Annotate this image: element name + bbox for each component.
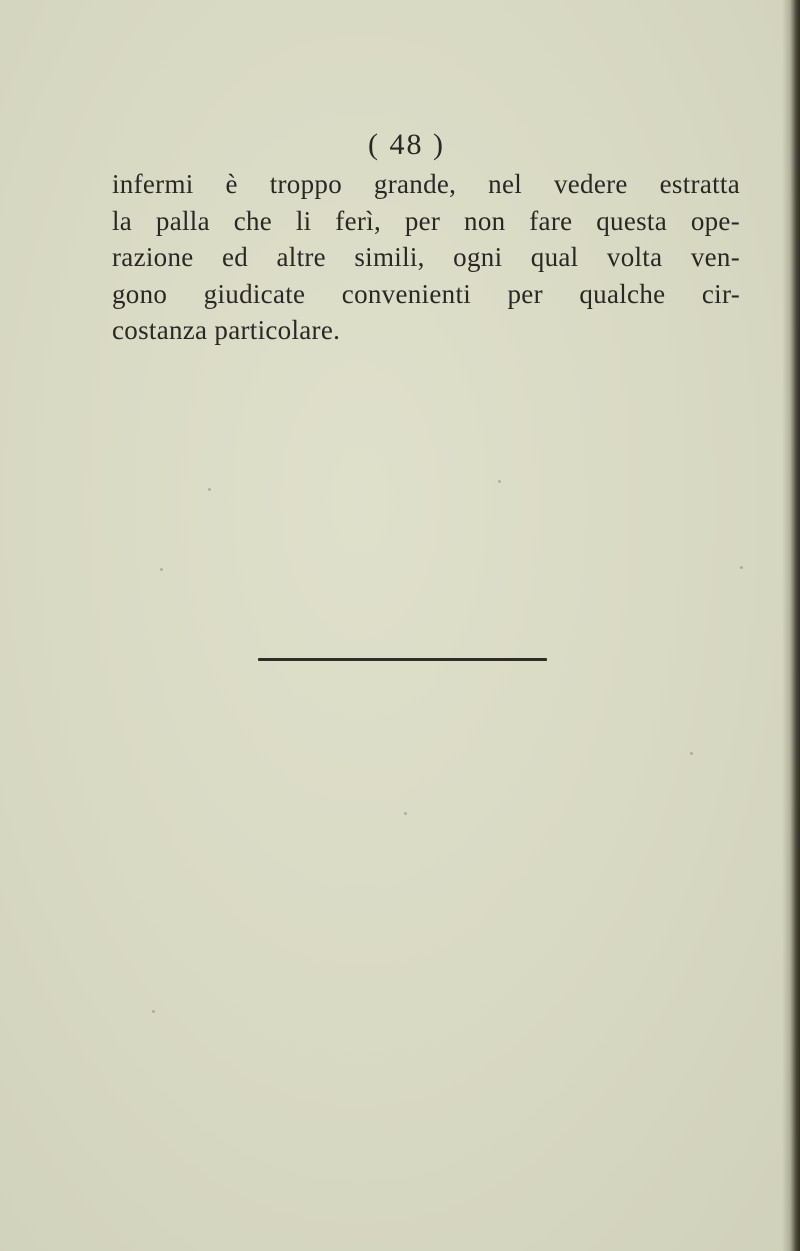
text-line: costanza particolare. <box>112 315 341 345</box>
text-line: infermi è troppo grande, nel vedere estratta <box>112 169 740 199</box>
text-line: la palla che li ferì, per non fare questa ope- <box>112 205 740 236</box>
text-line: razione ed altre simili, ogni qual volta ven- <box>112 242 740 272</box>
paper-speck <box>690 752 693 755</box>
paper-speck <box>498 480 501 483</box>
text-line: gono giudicate convenienti per qualche cir- <box>112 278 740 309</box>
body-text <box>112 166 740 349</box>
paper-speck <box>152 1010 155 1013</box>
paper-speck <box>208 488 211 491</box>
end-rule-divider <box>258 658 547 661</box>
paper-speck <box>160 568 163 571</box>
paper-speck <box>740 566 743 569</box>
page-edge-shadow <box>782 0 800 1251</box>
page-number: ( 48 ) <box>368 128 445 161</box>
paper-speck <box>404 812 407 815</box>
